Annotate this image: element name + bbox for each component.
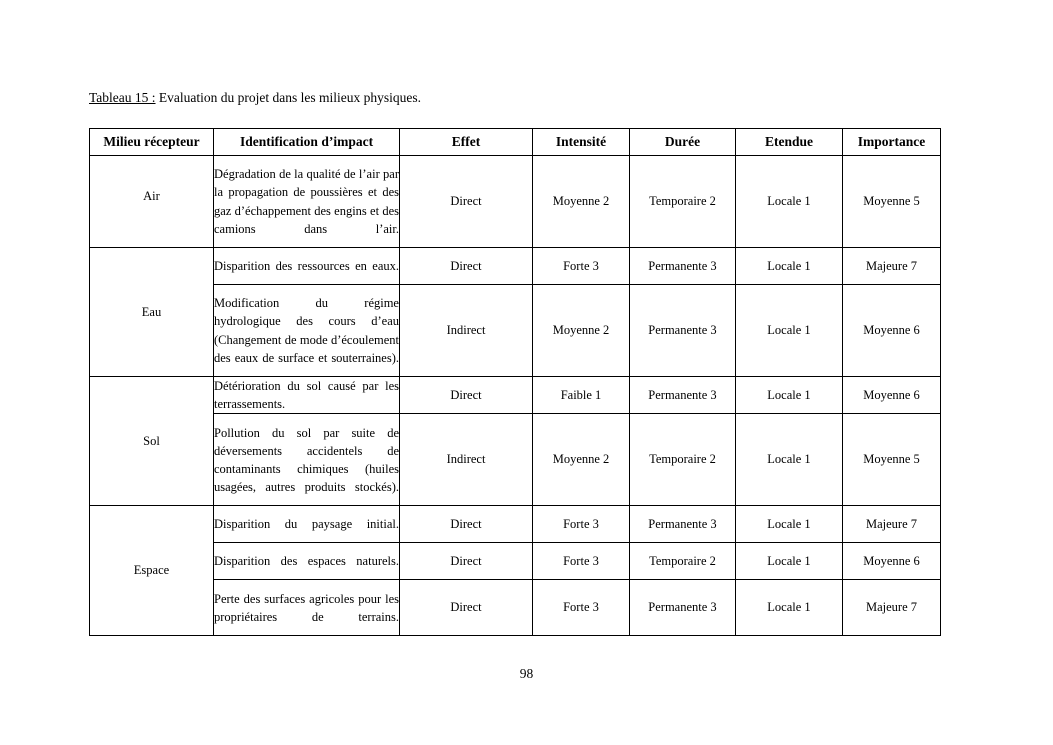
- effet-cell: Direct: [400, 543, 533, 580]
- impact-cell: Détérioration du sol causé par les terrassements.: [214, 377, 400, 414]
- intensite-cell: Forte 3: [533, 506, 630, 543]
- etendue-cell: Locale 1: [736, 248, 843, 285]
- caption-label: Tableau 15 :: [89, 90, 156, 105]
- importance-cell: Majeure 7: [843, 506, 941, 543]
- intensite-cell: Forte 3: [533, 248, 630, 285]
- table-row: [90, 506, 941, 543]
- effet-cell: Indirect: [400, 285, 533, 377]
- table-row: [90, 414, 941, 506]
- header-cell: Effet: [400, 129, 533, 156]
- importance-cell: Majeure 7: [843, 580, 941, 636]
- intensite-cell: Moyenne 2: [533, 156, 630, 248]
- header-cell: Etendue: [736, 129, 843, 156]
- impact-cell: Disparition du paysage initial.: [214, 506, 400, 543]
- header-cell: Identification d’impact: [214, 129, 400, 156]
- milieu-cell: Sol: [90, 377, 214, 506]
- duree-cell: Temporaire 2: [630, 543, 736, 580]
- importance-cell: Moyenne 5: [843, 156, 941, 248]
- importance-cell: Moyenne 5: [843, 414, 941, 506]
- etendue-cell: Locale 1: [736, 543, 843, 580]
- duree-cell: Permanente 3: [630, 580, 736, 636]
- caption-text: Evaluation du projet dans les milieux physiques.: [155, 90, 421, 105]
- header-cell: Importance: [843, 129, 941, 156]
- impact-cell: Disparition des ressources en eaux.: [214, 248, 400, 285]
- importance-cell: Moyenne 6: [843, 543, 941, 580]
- intensite-cell: Forte 3: [533, 543, 630, 580]
- table-row: [90, 248, 941, 285]
- impact-cell: Disparition des espaces naturels.: [214, 543, 400, 580]
- duree-cell: Permanente 3: [630, 248, 736, 285]
- table-row: [90, 543, 941, 580]
- table-row: [90, 285, 941, 377]
- etendue-cell: Locale 1: [736, 506, 843, 543]
- duree-cell: Temporaire 2: [630, 156, 736, 248]
- table-caption: [89, 89, 421, 107]
- duree-cell: Permanente 3: [630, 506, 736, 543]
- importance-cell: Moyenne 6: [843, 285, 941, 377]
- etendue-cell: Locale 1: [736, 285, 843, 377]
- milieu-cell: Eau: [90, 248, 214, 377]
- table-row: [90, 377, 941, 414]
- effet-cell: Direct: [400, 248, 533, 285]
- effet-cell: Direct: [400, 156, 533, 248]
- etendue-cell: Locale 1: [736, 414, 843, 506]
- milieu-cell: Espace: [90, 506, 214, 636]
- intensite-cell: Faible 1: [533, 377, 630, 414]
- effet-cell: Direct: [400, 377, 533, 414]
- milieu-cell: Air: [90, 156, 214, 248]
- duree-cell: Temporaire 2: [630, 414, 736, 506]
- intensite-cell: Moyenne 2: [533, 285, 630, 377]
- effet-cell: Direct: [400, 506, 533, 543]
- duree-cell: Permanente 3: [630, 285, 736, 377]
- evaluation-table: [89, 128, 941, 636]
- header-cell: Milieu récepteur: [90, 129, 214, 156]
- effet-cell: Indirect: [400, 414, 533, 506]
- duree-cell: Permanente 3: [630, 377, 736, 414]
- importance-cell: Moyenne 6: [843, 377, 941, 414]
- impact-cell: Perte des surfaces agricoles pour les propriétaires de terrains.: [214, 580, 400, 636]
- header-cell: Durée: [630, 129, 736, 156]
- table-row: [90, 156, 941, 248]
- effet-cell: Direct: [400, 580, 533, 636]
- etendue-cell: Locale 1: [736, 377, 843, 414]
- importance-cell: Majeure 7: [843, 248, 941, 285]
- impact-cell: Modification du régime hydrologique des cours d’eau (Changement de mode d’écoulement des eaux de surface et souterraines).: [214, 285, 400, 377]
- impact-cell: Pollution du sol par suite de déversements accidentels de contaminants chimiques (huiles usagées, autres produits stockés).: [214, 414, 400, 506]
- header-cell: Intensité: [533, 129, 630, 156]
- etendue-cell: Locale 1: [736, 580, 843, 636]
- intensite-cell: Forte 3: [533, 580, 630, 636]
- header-row: [90, 129, 941, 156]
- intensite-cell: Moyenne 2: [533, 414, 630, 506]
- page-number: 98: [519, 666, 534, 681]
- table-row: [90, 580, 941, 636]
- etendue-cell: Locale 1: [736, 156, 843, 248]
- impact-cell: Dégradation de la qualité de l’air par la propagation de poussières et des gaz d’échappement des engins et des camions dans l’air.: [214, 156, 400, 248]
